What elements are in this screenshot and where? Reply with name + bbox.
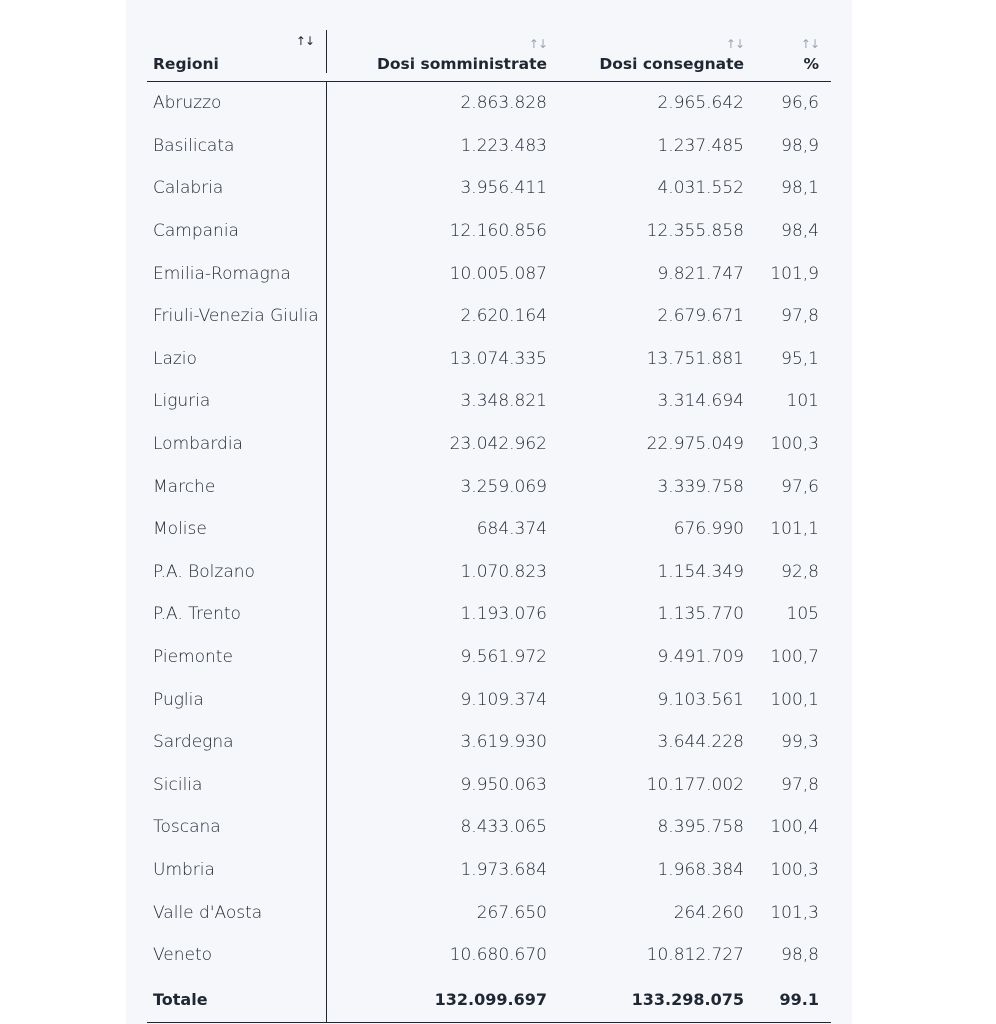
administered-cell: 2.863.828 xyxy=(460,93,547,114)
table-row xyxy=(147,252,831,295)
table-row xyxy=(147,210,831,253)
administered-cell: 23.042.962 xyxy=(449,434,547,455)
percent-cell: 92,8 xyxy=(781,561,819,582)
region-cell: Toscana xyxy=(147,806,327,849)
administered-cell: 13.074.335 xyxy=(449,348,547,369)
table-row xyxy=(147,806,831,849)
percent-cell: 95,1 xyxy=(781,348,819,369)
region-cell: Lombardia xyxy=(147,423,327,466)
header-label: Dosi consegnate xyxy=(599,55,744,73)
table-row xyxy=(147,678,831,721)
region-cell: P.A. Trento xyxy=(147,593,327,636)
region-cell: Veneto xyxy=(147,934,327,977)
administered-cell: 3.619.930 xyxy=(460,732,547,753)
table-row xyxy=(147,82,831,125)
administered-cell: 267.650 xyxy=(476,902,547,923)
administered-cell: 3.259.069 xyxy=(460,476,547,497)
administered-cell: 2.620.164 xyxy=(460,306,547,327)
table-row xyxy=(147,423,831,466)
column-header-regioni[interactable] xyxy=(147,30,327,73)
delivered-cell: 676.990 xyxy=(673,519,744,540)
percent-cell: 100,7 xyxy=(770,647,819,668)
region-cell: Molise xyxy=(147,508,327,551)
percent-cell: 97,8 xyxy=(781,306,819,327)
percent-cell: 100,3 xyxy=(770,859,819,880)
administered-cell: 1.070.823 xyxy=(460,561,547,582)
percent-cell: 105 xyxy=(786,604,819,625)
header-label: Regioni xyxy=(153,55,219,73)
table-row xyxy=(147,593,831,636)
total-label: Totale xyxy=(147,976,327,1022)
administered-cell: 3.956.411 xyxy=(460,178,547,199)
table-row xyxy=(147,338,831,381)
table-row xyxy=(147,380,831,423)
delivered-cell: 8.395.758 xyxy=(657,817,744,838)
table-row xyxy=(147,508,831,551)
region-cell: Valle d'Aosta xyxy=(147,891,327,934)
administered-cell: 12.160.856 xyxy=(449,221,547,242)
column-header-percent[interactable] xyxy=(744,37,819,73)
region-cell: Basilicata xyxy=(147,125,327,168)
delivered-cell: 4.031.552 xyxy=(657,178,744,199)
table-total-row xyxy=(147,976,831,1023)
region-cell: Marche xyxy=(147,465,327,508)
table-row xyxy=(147,636,831,679)
delivered-cell: 1.135.770 xyxy=(657,604,744,625)
vaccine-doses-table xyxy=(147,30,831,1023)
percent-cell: 101,3 xyxy=(770,902,819,923)
total-percent: 99.1 xyxy=(779,989,819,1009)
delivered-cell: 3.644.228 xyxy=(657,732,744,753)
delivered-cell: 22.975.049 xyxy=(646,434,744,455)
delivered-cell: 10.177.002 xyxy=(646,774,744,795)
region-cell: Puglia xyxy=(147,678,327,721)
administered-cell: 1.973.684 xyxy=(460,859,547,880)
percent-cell: 100,3 xyxy=(770,434,819,455)
delivered-cell: 1.968.384 xyxy=(657,859,744,880)
table-row xyxy=(147,465,831,508)
sort-icon[interactable]: ↑↓ xyxy=(295,34,314,48)
delivered-cell: 9.491.709 xyxy=(657,647,744,668)
administered-cell: 1.193.076 xyxy=(460,604,547,625)
table-row xyxy=(147,125,831,168)
total-administered: 132.099.697 xyxy=(434,989,547,1009)
delivered-cell: 2.965.642 xyxy=(657,93,744,114)
administered-cell: 9.950.063 xyxy=(460,774,547,795)
delivered-cell: 264.260 xyxy=(673,902,744,923)
sort-icon[interactable]: ↑↓ xyxy=(800,37,819,51)
region-cell: Emilia-Romagna xyxy=(147,252,327,295)
percent-cell: 101,9 xyxy=(770,263,819,284)
table-row xyxy=(147,849,831,892)
percent-cell: 98,9 xyxy=(781,135,819,156)
percent-cell: 101 xyxy=(786,391,819,412)
table-body xyxy=(147,82,831,976)
sort-icon[interactable]: ↑↓ xyxy=(528,37,547,51)
table-row xyxy=(147,551,831,594)
region-cell: Calabria xyxy=(147,167,327,210)
sort-icon[interactable]: ↑↓ xyxy=(725,37,744,51)
delivered-cell: 12.355.858 xyxy=(646,221,744,242)
table-row xyxy=(147,891,831,934)
administered-cell: 8.433.065 xyxy=(460,817,547,838)
region-cell: Sardegna xyxy=(147,721,327,764)
percent-cell: 97,8 xyxy=(781,774,819,795)
percent-cell: 97,6 xyxy=(781,476,819,497)
region-cell: Friuli-Venezia Giulia xyxy=(147,295,327,338)
region-cell: Liguria xyxy=(147,380,327,423)
table-header-row xyxy=(147,30,831,82)
delivered-cell: 10.812.727 xyxy=(646,945,744,966)
percent-cell: 96,6 xyxy=(781,93,819,114)
region-cell: Sicilia xyxy=(147,764,327,807)
administered-cell: 10.680.670 xyxy=(449,945,547,966)
delivered-cell: 9.821.747 xyxy=(657,263,744,284)
region-cell: Lazio xyxy=(147,338,327,381)
percent-cell: 99,3 xyxy=(781,732,819,753)
header-label: % xyxy=(803,55,819,73)
region-cell: Campania xyxy=(147,210,327,253)
administered-cell: 3.348.821 xyxy=(460,391,547,412)
table-row xyxy=(147,934,831,977)
delivered-cell: 13.751.881 xyxy=(646,348,744,369)
percent-cell: 100,1 xyxy=(770,689,819,710)
table-row xyxy=(147,721,831,764)
administered-cell: 9.109.374 xyxy=(460,689,547,710)
total-delivered: 133.298.075 xyxy=(631,989,744,1009)
delivered-cell: 9.103.561 xyxy=(657,689,744,710)
delivered-cell: 3.339.758 xyxy=(657,476,744,497)
table-row xyxy=(147,764,831,807)
administered-cell: 1.223.483 xyxy=(460,135,547,156)
region-cell: Piemonte xyxy=(147,636,327,679)
region-cell: Abruzzo xyxy=(147,82,327,125)
table-row xyxy=(147,167,831,210)
delivered-cell: 1.237.485 xyxy=(657,135,744,156)
region-cell: Umbria xyxy=(147,849,327,892)
percent-cell: 98,1 xyxy=(781,178,819,199)
header-label: Dosi somministrate xyxy=(377,55,547,73)
percent-cell: 101,1 xyxy=(770,519,819,540)
table-row xyxy=(147,295,831,338)
percent-cell: 98,4 xyxy=(781,221,819,242)
administered-cell: 10.005.087 xyxy=(449,263,547,284)
delivered-cell: 1.154.349 xyxy=(657,561,744,582)
region-cell: P.A. Bolzano xyxy=(147,551,327,594)
column-header-dosi-somministrate[interactable] xyxy=(327,37,547,73)
column-header-dosi-consegnate[interactable] xyxy=(547,37,744,73)
administered-cell: 9.561.972 xyxy=(460,647,547,668)
delivered-cell: 2.679.671 xyxy=(657,306,744,327)
percent-cell: 100,4 xyxy=(770,817,819,838)
administered-cell: 684.374 xyxy=(476,519,547,540)
percent-cell: 98,8 xyxy=(781,945,819,966)
delivered-cell: 3.314.694 xyxy=(657,391,744,412)
